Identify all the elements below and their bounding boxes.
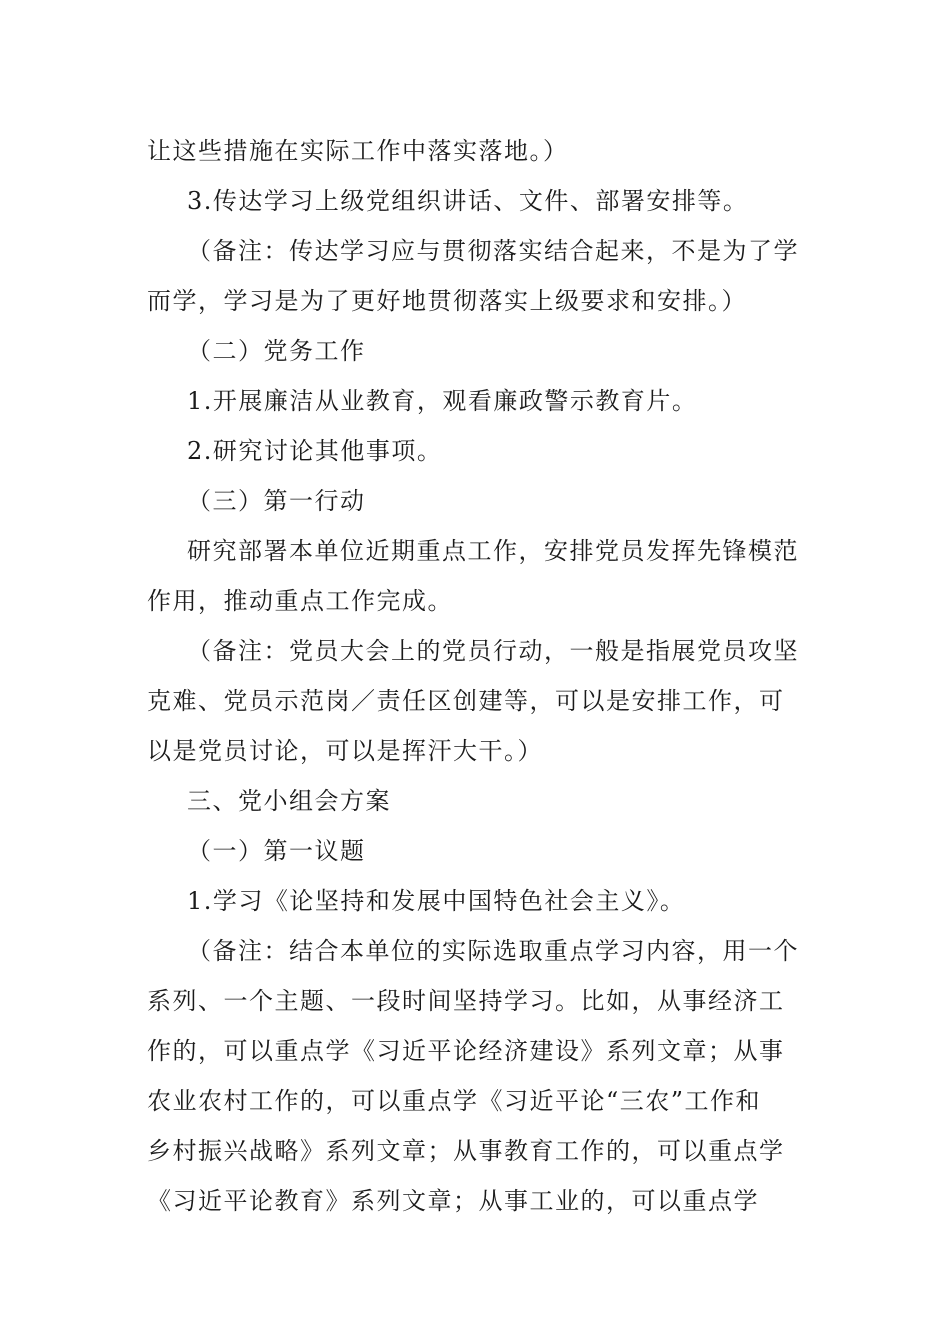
text-line: 以是党员讨论，可以是挥汗大干。）: [147, 737, 543, 765]
text-line: 2.研究讨论其他事项。: [187, 437, 443, 465]
text-line: 1.学习《论坚持和发展中国特色社会主义》。: [187, 887, 686, 915]
section-heading: （一）第一议题: [187, 837, 366, 865]
text-line: 克难、党员示范岗／责任区创建等，可以是安排工作，可: [147, 687, 785, 715]
text-line: 作的，可以重点学《习近平论经济建设》系列文章；从事: [147, 1037, 785, 1065]
text-line: （备注：传达学习应与贯彻落实结合起来，不是为了学: [187, 237, 799, 265]
text-line: 而学，学习是为了更好地贯彻落实上级要求和安排。）: [147, 287, 747, 315]
text-line: 《习近平论教育》系列文章；从事工业的，可以重点学: [147, 1187, 759, 1215]
text-line: 作用，推动重点工作完成。: [147, 587, 453, 615]
text-line: 农业农村工作的，可以重点学《习近平论“三农”工作和: [147, 1087, 762, 1115]
text-line: 1.开展廉洁从业教育，观看廉政警示教育片。: [187, 387, 698, 415]
text-line: 3.传达学习上级党组织讲话、文件、部署安排等。: [187, 187, 749, 215]
section-heading: （三）第一行动: [187, 487, 366, 515]
text-line: 让这些措施在实际工作中落实落地。）: [147, 137, 569, 165]
text-line: （备注：结合本单位的实际选取重点学习内容，用一个: [187, 937, 799, 965]
section-heading: （二）党务工作: [187, 337, 366, 365]
section-heading: 三、党小组会方案: [187, 787, 391, 815]
text-line: （备注：党员大会上的党员行动，一般是指展党员攻坚: [187, 637, 799, 665]
text-line: 系列、一个主题、一段时间坚持学习。比如，从事经济工: [147, 987, 785, 1015]
text-line: 乡村振兴战略》系列文章；从事教育工作的，可以重点学: [147, 1137, 785, 1165]
text-line: 研究部署本单位近期重点工作，安排党员发挥先锋模范: [187, 537, 799, 565]
